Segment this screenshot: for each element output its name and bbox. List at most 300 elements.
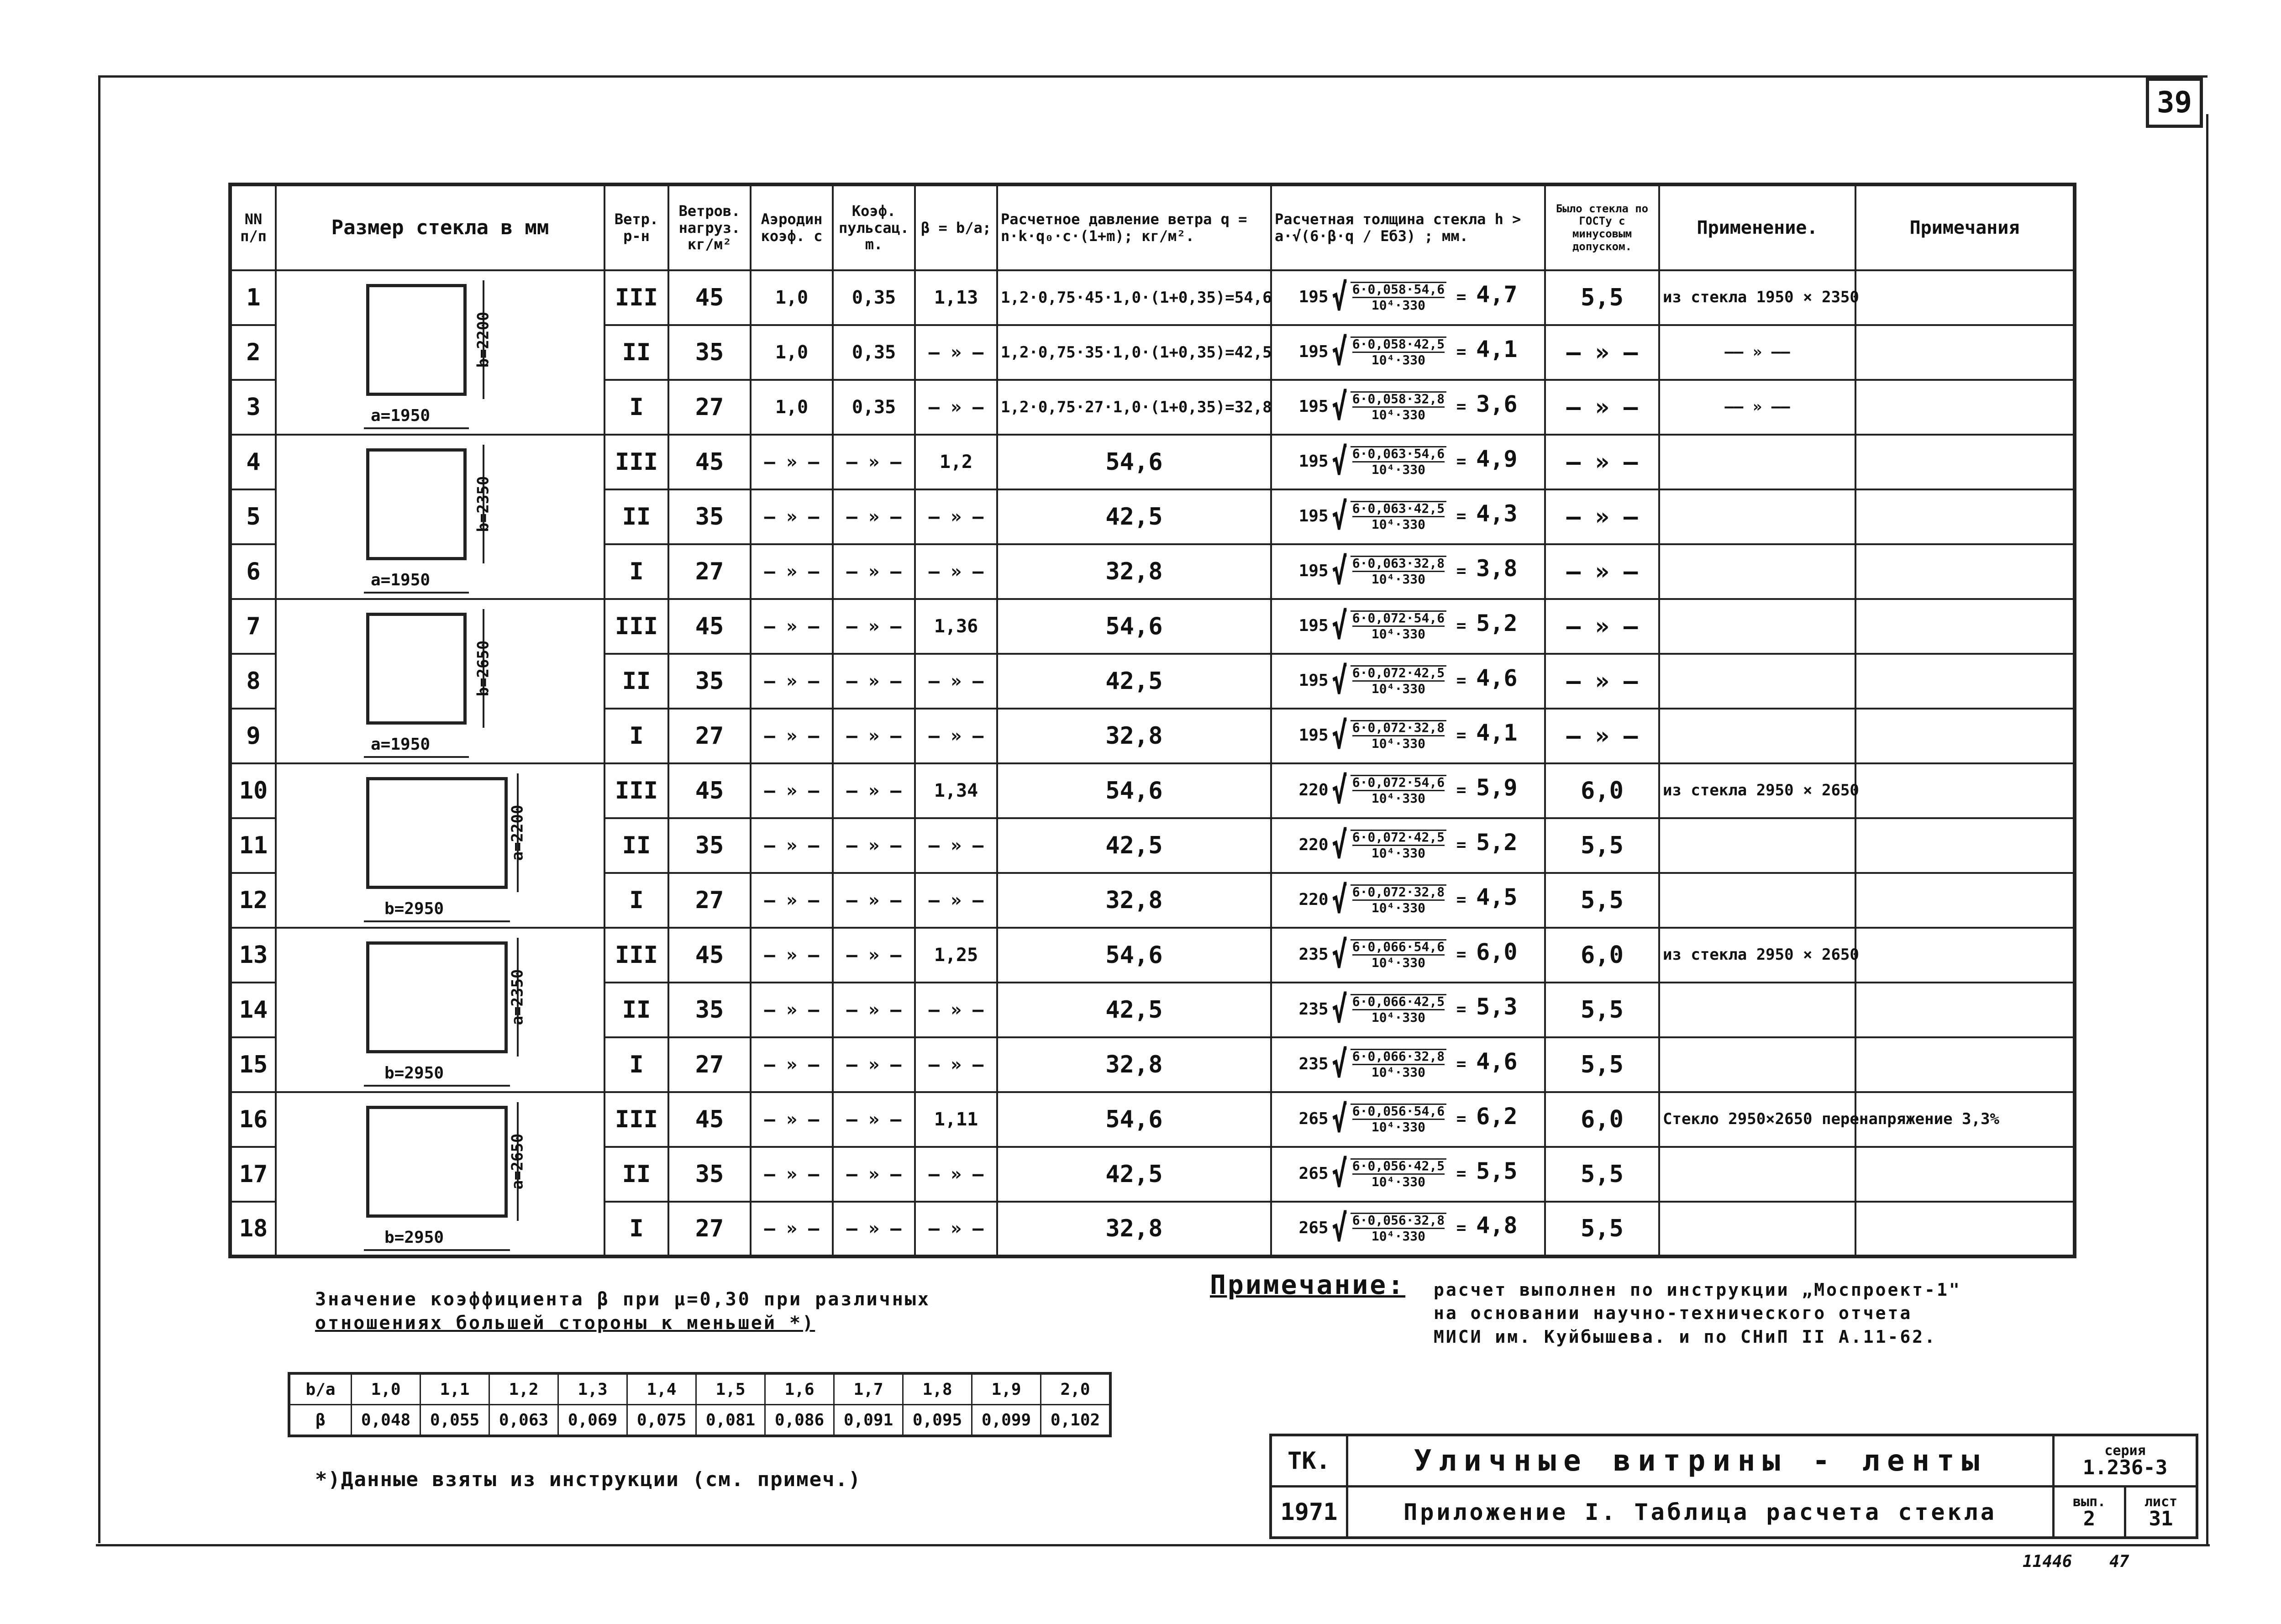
- design-thickness: [1271, 489, 1545, 544]
- fraction-denominator: 10⁴·330: [1371, 1174, 1425, 1189]
- design-pressure: 54,6: [997, 435, 1271, 489]
- fraction-numerator: 6·0,072·32,8: [1352, 886, 1445, 901]
- sqrt-expression: [1351, 994, 1446, 1026]
- glass-sketch: [276, 435, 604, 599]
- horizontal-dimension-line: [364, 427, 469, 429]
- header-gost: Было стекла по ГОСТу с минусовым допуском.: [1545, 184, 1659, 270]
- wind-load: 27: [668, 1037, 751, 1092]
- sqrt-expression: [1351, 830, 1446, 862]
- thickness-result: 5,2: [1476, 610, 1518, 636]
- thickness-multiplier: 220: [1298, 781, 1329, 799]
- beta-ratio: 1,11: [915, 1092, 997, 1147]
- equals-sign: =: [1446, 1000, 1477, 1019]
- row-number: 3: [230, 380, 276, 435]
- thickness-multiplier: 265: [1298, 1164, 1329, 1183]
- application: [1659, 544, 1855, 599]
- fraction-denominator: 10⁴·330: [1371, 626, 1425, 641]
- beta-value-row: [289, 1405, 1110, 1436]
- stamp-issue: [2054, 1487, 2125, 1538]
- equals-sign: =: [1446, 1219, 1477, 1237]
- application: [1659, 818, 1855, 873]
- thickness-result: 4,3: [1476, 500, 1518, 527]
- fraction-numerator: 6·0,072·42,5: [1352, 667, 1445, 682]
- wind-region: II: [604, 818, 668, 873]
- beta-value-cell: 0,075: [627, 1405, 696, 1436]
- sqrt-expression: [1351, 665, 1446, 697]
- sqrt-fraction: [1351, 884, 1446, 914]
- beta-value-cell: 0,069: [558, 1405, 627, 1436]
- beta-ratio: 1,13: [915, 270, 997, 325]
- design-pressure: 32,8: [997, 873, 1271, 928]
- beta-footnote: *)Данные взяты из инструкции (см. примеч.): [315, 1468, 862, 1491]
- remarks: [1855, 599, 2075, 654]
- row-number: 1: [230, 270, 276, 325]
- sqrt-expression: [1351, 336, 1446, 368]
- design-pressure: 42,5: [997, 983, 1271, 1037]
- aero-coefficient: — » —: [751, 983, 833, 1037]
- beta-ratio: — » —: [915, 489, 997, 544]
- stamp-sheet-value: 31: [2149, 1507, 2173, 1530]
- sqrt-expression: [1351, 1158, 1446, 1190]
- note-line3: МИСИ им. Куйбышева. и по СНиП II А.11-62.: [1434, 1326, 1937, 1347]
- radical-sign: √: [1331, 879, 1347, 921]
- glass-sketch: [276, 599, 604, 763]
- design-thickness: [1271, 325, 1545, 380]
- wind-load: 45: [668, 270, 751, 325]
- aero-coefficient: — » —: [751, 1202, 833, 1256]
- stamp-series-label: серия: [2104, 1442, 2146, 1459]
- beta-ratio: — » —: [915, 1147, 997, 1202]
- pulsation-coefficient: — » —: [833, 709, 915, 763]
- application: —— » ——: [1659, 325, 1855, 380]
- application: из стекла 2950 × 2650: [1659, 928, 1855, 983]
- beta-value-cell: 0,048: [352, 1405, 420, 1436]
- glass-pane-outline: [366, 448, 467, 560]
- horizontal-dimension-line: [364, 1249, 510, 1251]
- aero-coefficient: — » —: [751, 435, 833, 489]
- row-number: 12: [230, 873, 276, 928]
- glass-pane-outline: [366, 284, 467, 396]
- gost-thickness: — » —: [1545, 489, 1659, 544]
- beta-value-cell: 0,099: [972, 1405, 1041, 1436]
- application: из стекла 1950 × 2350: [1659, 270, 1855, 325]
- sheet-number: 39: [2146, 78, 2203, 128]
- design-thickness: [1271, 763, 1545, 818]
- sqrt-fraction: [1351, 282, 1446, 312]
- glass-pane-outline: [366, 941, 508, 1053]
- application: [1659, 435, 1855, 489]
- fraction-numerator: 6·0,066·54,6: [1352, 941, 1445, 956]
- radical-sign: √: [1331, 1153, 1347, 1195]
- thickness-result: 4,1: [1476, 720, 1518, 746]
- radical-sign: √: [1331, 824, 1347, 867]
- pulsation-coefficient: 0,35: [833, 380, 915, 435]
- pulsation-coefficient: — » —: [833, 1202, 915, 1256]
- table-row: [230, 599, 2075, 654]
- application: [1659, 654, 1855, 709]
- sqrt-expression: [1351, 556, 1446, 588]
- thickness-multiplier: 195: [1298, 397, 1329, 416]
- horizontal-dimension-label: a=1950: [371, 735, 431, 754]
- equals-sign: =: [1446, 726, 1477, 745]
- fraction-numerator: 6·0,066·42,5: [1352, 995, 1445, 1010]
- sqrt-fraction: [1351, 830, 1446, 860]
- fraction-numerator: 6·0,072·32,8: [1352, 721, 1445, 736]
- wind-region: III: [604, 928, 668, 983]
- gost-thickness: — » —: [1545, 599, 1659, 654]
- beta-ratio: — » —: [915, 325, 997, 380]
- aero-coefficient: — » —: [751, 1092, 833, 1147]
- design-thickness: [1271, 709, 1545, 763]
- wind-load: 45: [668, 763, 751, 818]
- sqrt-expression: [1351, 884, 1446, 916]
- horizontal-dimension-line: [364, 592, 469, 594]
- remarks: [1855, 270, 2075, 325]
- wind-region: III: [604, 1092, 668, 1147]
- design-thickness: [1271, 599, 1545, 654]
- sqrt-expression: [1351, 501, 1446, 533]
- row-number: 9: [230, 709, 276, 763]
- pulsation-coefficient: — » —: [833, 818, 915, 873]
- wind-load: 45: [668, 1092, 751, 1147]
- pulsation-coefficient: — » —: [833, 544, 915, 599]
- remarks: [1855, 435, 2075, 489]
- design-pressure: 32,8: [997, 1037, 1271, 1092]
- wind-region: III: [604, 599, 668, 654]
- thickness-result: 4,6: [1476, 1048, 1518, 1075]
- glass-sketch: [276, 1092, 604, 1256]
- beta-ratio: — » —: [915, 983, 997, 1037]
- row-number: 14: [230, 983, 276, 1037]
- thickness-result: 5,5: [1476, 1158, 1518, 1184]
- row-number: 15: [230, 1037, 276, 1092]
- design-pressure: 1,2·0,75·35·1,0·(1+0,35)=42,5: [997, 325, 1271, 380]
- glass-sketch-drawing: [279, 600, 601, 762]
- aero-coefficient: — » —: [751, 818, 833, 873]
- aero-coefficient: — » —: [751, 763, 833, 818]
- beta-ratio-cell: 1,5: [696, 1373, 765, 1405]
- row-number: 6: [230, 544, 276, 599]
- fraction-denominator: 10⁴·330: [1371, 846, 1425, 861]
- radical-sign: √: [1331, 715, 1347, 757]
- thickness-multiplier: 265: [1298, 1219, 1329, 1237]
- design-pressure: 32,8: [997, 1202, 1271, 1256]
- row-number: 7: [230, 599, 276, 654]
- stamp-series-value: 1.236-3: [2082, 1456, 2168, 1479]
- sqrt-expression: [1351, 282, 1446, 314]
- equals-sign: =: [1446, 342, 1477, 361]
- sqrt-fraction: [1351, 775, 1446, 805]
- fraction-numerator: 6·0,072·42,5: [1352, 831, 1445, 846]
- wind-region: II: [604, 1147, 668, 1202]
- row-number: 18: [230, 1202, 276, 1256]
- design-pressure: 32,8: [997, 544, 1271, 599]
- thickness-multiplier: 235: [1298, 945, 1329, 964]
- fraction-denominator: 10⁴·330: [1371, 1065, 1425, 1080]
- beta-ratio: 1,36: [915, 599, 997, 654]
- equals-sign: =: [1446, 562, 1477, 580]
- pulsation-coefficient: — » —: [833, 599, 915, 654]
- horizontal-dimension-label: a=1950: [371, 571, 431, 589]
- beta-ratio-cell: 1,4: [627, 1373, 696, 1405]
- wind-load: 35: [668, 654, 751, 709]
- design-thickness: [1271, 873, 1545, 928]
- wind-region: I: [604, 873, 668, 928]
- wind-load: 45: [668, 599, 751, 654]
- table-body: [230, 270, 2075, 1256]
- beta-caption-line1: Значение коэффициента β при μ=0,30 при различных: [315, 1289, 930, 1310]
- pulsation-coefficient: — » —: [833, 1147, 915, 1202]
- footer-mark-1: 11446: [2023, 1552, 2072, 1571]
- fraction-denominator: 10⁴·330: [1371, 298, 1425, 313]
- beta-ratio: — » —: [915, 544, 997, 599]
- stamp-issue-value: 2: [2083, 1507, 2096, 1530]
- fraction-denominator: 10⁴·330: [1371, 407, 1425, 422]
- beta-ratio: — » —: [915, 709, 997, 763]
- wind-load: 27: [668, 1202, 751, 1256]
- stamp-sheet-label: лист: [2144, 1493, 2178, 1510]
- design-thickness: [1271, 928, 1545, 983]
- design-thickness: [1271, 380, 1545, 435]
- stamp-title: Уличные витрины - ленты: [1347, 1435, 2054, 1487]
- beta-ratio-cell: 1,1: [420, 1373, 489, 1405]
- radical-sign: √: [1331, 934, 1347, 976]
- glass-sketch: [276, 270, 604, 435]
- application: Стекло 2950×2650 перенапряжение 3,3%: [1659, 1092, 1855, 1147]
- beta-ratio: — » —: [915, 818, 997, 873]
- application: [1659, 489, 1855, 544]
- sqrt-expression: [1351, 446, 1446, 478]
- fraction-denominator: 10⁴·330: [1371, 462, 1425, 477]
- application: [1659, 983, 1855, 1037]
- pulsation-coefficient: 0,35: [833, 270, 915, 325]
- fraction-numerator: 6·0,056·32,8: [1352, 1214, 1445, 1229]
- design-thickness: [1271, 544, 1545, 599]
- thickness-multiplier: 195: [1298, 507, 1329, 526]
- pulsation-coefficient: — » —: [833, 435, 915, 489]
- design-pressure: 54,6: [997, 928, 1271, 983]
- sqrt-expression: [1351, 1104, 1446, 1135]
- fraction-numerator: 6·0,063·54,6: [1352, 447, 1445, 462]
- gost-thickness: 5,5: [1545, 983, 1659, 1037]
- fraction-denominator: 10⁴·330: [1371, 352, 1425, 368]
- glass-pane-outline: [366, 1106, 508, 1218]
- design-pressure: 54,6: [997, 1092, 1271, 1147]
- remarks: [1855, 928, 2075, 983]
- remarks: [1855, 983, 2075, 1037]
- application: —— » ——: [1659, 380, 1855, 435]
- header-num: NN п/п: [230, 184, 276, 270]
- glass-sketch-drawing: [279, 764, 601, 927]
- gost-thickness: 6,0: [1545, 1092, 1659, 1147]
- fraction-numerator: 6·0,056·42,5: [1352, 1160, 1445, 1175]
- sqrt-fraction: [1351, 336, 1446, 367]
- horizontal-dimension-label: b=2950: [384, 899, 444, 918]
- glass-sketch-drawing: [279, 436, 601, 598]
- fraction-denominator: 10⁴·330: [1371, 1010, 1425, 1025]
- row-number: 11: [230, 818, 276, 873]
- wind-region: I: [604, 544, 668, 599]
- beta-value-cell: 0,063: [489, 1405, 558, 1436]
- thickness-multiplier: 195: [1298, 726, 1329, 745]
- wind-load: 45: [668, 435, 751, 489]
- beta-value-cell: 0,091: [834, 1405, 903, 1436]
- remarks: [1855, 654, 2075, 709]
- design-thickness: [1271, 435, 1545, 489]
- gost-thickness: — » —: [1545, 654, 1659, 709]
- beta-ratio: — » —: [915, 654, 997, 709]
- frame-bottom-line: [96, 1544, 2210, 1546]
- horizontal-dimension-line: [364, 1085, 510, 1087]
- stamp-code-label: ТК.: [1271, 1435, 1347, 1487]
- gost-thickness: — » —: [1545, 325, 1659, 380]
- wind-load: 35: [668, 983, 751, 1037]
- gost-thickness: 5,5: [1545, 270, 1659, 325]
- wind-load: 27: [668, 380, 751, 435]
- beta-ratio: 1,2: [915, 435, 997, 489]
- equals-sign: =: [1446, 1109, 1477, 1128]
- beta-ratio-cell: 1,6: [765, 1373, 834, 1405]
- application: [1659, 1147, 1855, 1202]
- radical-sign: √: [1331, 386, 1347, 428]
- design-thickness: [1271, 270, 1545, 325]
- design-thickness: [1271, 654, 1545, 709]
- pulsation-coefficient: — » —: [833, 928, 915, 983]
- radical-sign: √: [1331, 988, 1347, 1031]
- sqrt-fraction: [1351, 446, 1446, 476]
- application: [1659, 1037, 1855, 1092]
- wind-load: 35: [668, 489, 751, 544]
- beta-value-cell: 0,055: [420, 1405, 489, 1436]
- thickness-multiplier: 195: [1298, 562, 1329, 580]
- pulsation-coefficient: — » —: [833, 873, 915, 928]
- sqrt-expression: [1351, 939, 1446, 971]
- sqrt-expression: [1351, 1049, 1446, 1081]
- radical-sign: √: [1331, 605, 1347, 647]
- beta-ratio-row: [289, 1373, 1110, 1405]
- remarks: [1855, 709, 2075, 763]
- fraction-numerator: 6·0,072·54,6: [1352, 612, 1445, 627]
- wind-load: 35: [668, 818, 751, 873]
- aero-coefficient: — » —: [751, 1147, 833, 1202]
- radical-sign: √: [1331, 276, 1347, 319]
- radical-sign: √: [1331, 660, 1347, 702]
- header-puls: Коэф. пульсац. m.: [833, 184, 915, 270]
- thickness-multiplier: 195: [1298, 342, 1329, 361]
- header-ratio: β = b/a;: [915, 184, 997, 270]
- vertical-dimension-label: b=2350: [474, 476, 493, 532]
- thickness-multiplier: 195: [1298, 616, 1329, 635]
- equals-sign: =: [1446, 452, 1477, 471]
- beta-ratio: — » —: [915, 1202, 997, 1256]
- glass-sketch: [276, 928, 604, 1092]
- wind-region: I: [604, 1037, 668, 1092]
- wind-load: 27: [668, 873, 751, 928]
- application: из стекла 2950 × 2650: [1659, 763, 1855, 818]
- fraction-denominator: 10⁴·330: [1371, 900, 1425, 915]
- vertical-dimension-label: a=2350: [508, 969, 527, 1025]
- fraction-denominator: 10⁴·330: [1371, 955, 1425, 970]
- header-pressure: Расчетное давление ветра q = n·k·q₀·c·(1+m); кг/м².: [997, 184, 1271, 270]
- table-row: [230, 270, 2075, 325]
- row-number: 10: [230, 763, 276, 818]
- wind-region: I: [604, 1202, 668, 1256]
- table-row: [230, 928, 2075, 983]
- header-application: Применение.: [1659, 184, 1855, 270]
- pulsation-coefficient: — » —: [833, 983, 915, 1037]
- gost-thickness: — » —: [1545, 435, 1659, 489]
- row-number: 8: [230, 654, 276, 709]
- wind-load: 27: [668, 544, 751, 599]
- wind-region: I: [604, 709, 668, 763]
- aero-coefficient: — » —: [751, 544, 833, 599]
- wind-region: III: [604, 435, 668, 489]
- beta-caption: [315, 1288, 930, 1335]
- pulsation-coefficient: — » —: [833, 489, 915, 544]
- design-thickness: [1271, 983, 1545, 1037]
- equals-sign: =: [1446, 890, 1477, 909]
- footer-mark-2: 47: [2109, 1552, 2129, 1571]
- horizontal-dimension-label: a=1950: [371, 406, 431, 425]
- remarks: [1855, 1202, 2075, 1256]
- remarks: [1855, 489, 2075, 544]
- note-text: [1434, 1278, 1961, 1349]
- remarks: [1855, 1147, 2075, 1202]
- radical-sign: √: [1331, 1207, 1347, 1250]
- design-pressure: 32,8: [997, 709, 1271, 763]
- radical-sign: √: [1331, 1098, 1347, 1140]
- header-load: Ветров. нагруз. кг/м²: [668, 184, 751, 270]
- beta-value-cell: 0,102: [1041, 1405, 1111, 1436]
- pulsation-coefficient: — » —: [833, 654, 915, 709]
- radical-sign: √: [1331, 1043, 1347, 1086]
- beta-ratio-cell: 2,0: [1041, 1373, 1111, 1405]
- glass-sketch: [276, 763, 604, 928]
- pulsation-coefficient: — » —: [833, 1092, 915, 1147]
- glass-sketch-drawing: [279, 1093, 601, 1255]
- beta-ratio-label: b/a: [289, 1373, 352, 1405]
- header-thickness: Расчетная толщина стекла h > a·√(6·β·q / Eб3) ; мм.: [1271, 184, 1545, 270]
- application: [1659, 599, 1855, 654]
- gost-thickness: — » —: [1545, 709, 1659, 763]
- aero-coefficient: — » —: [751, 928, 833, 983]
- thickness-result: 4,9: [1476, 446, 1518, 472]
- wind-region: I: [604, 380, 668, 435]
- thickness-multiplier: 195: [1298, 288, 1329, 306]
- title-block: [1269, 1434, 2198, 1539]
- beta-value-cell: 0,086: [765, 1405, 834, 1436]
- equals-sign: =: [1446, 781, 1477, 799]
- fraction-numerator: 6·0,066·32,8: [1352, 1050, 1445, 1065]
- beta-ratio: — » —: [915, 873, 997, 928]
- wind-region: III: [604, 270, 668, 325]
- design-thickness: [1271, 1092, 1545, 1147]
- aero-coefficient: 1,0: [751, 325, 833, 380]
- design-thickness: [1271, 1147, 1545, 1202]
- horizontal-dimension-label: b=2950: [384, 1064, 444, 1083]
- beta-ratio-cell: 1,9: [972, 1373, 1041, 1405]
- gost-thickness: 5,5: [1545, 1202, 1659, 1256]
- thickness-multiplier: 265: [1298, 1109, 1329, 1128]
- sqrt-fraction: [1351, 994, 1446, 1024]
- application: [1659, 709, 1855, 763]
- sqrt-fraction: [1351, 391, 1446, 421]
- aero-coefficient: — » —: [751, 709, 833, 763]
- radical-sign: √: [1331, 769, 1347, 812]
- note-line1: расчет выполнен по инструкции „Моспроект-1": [1434, 1280, 1961, 1300]
- thickness-result: 4,8: [1476, 1212, 1518, 1239]
- pulsation-coefficient: — » —: [833, 1037, 915, 1092]
